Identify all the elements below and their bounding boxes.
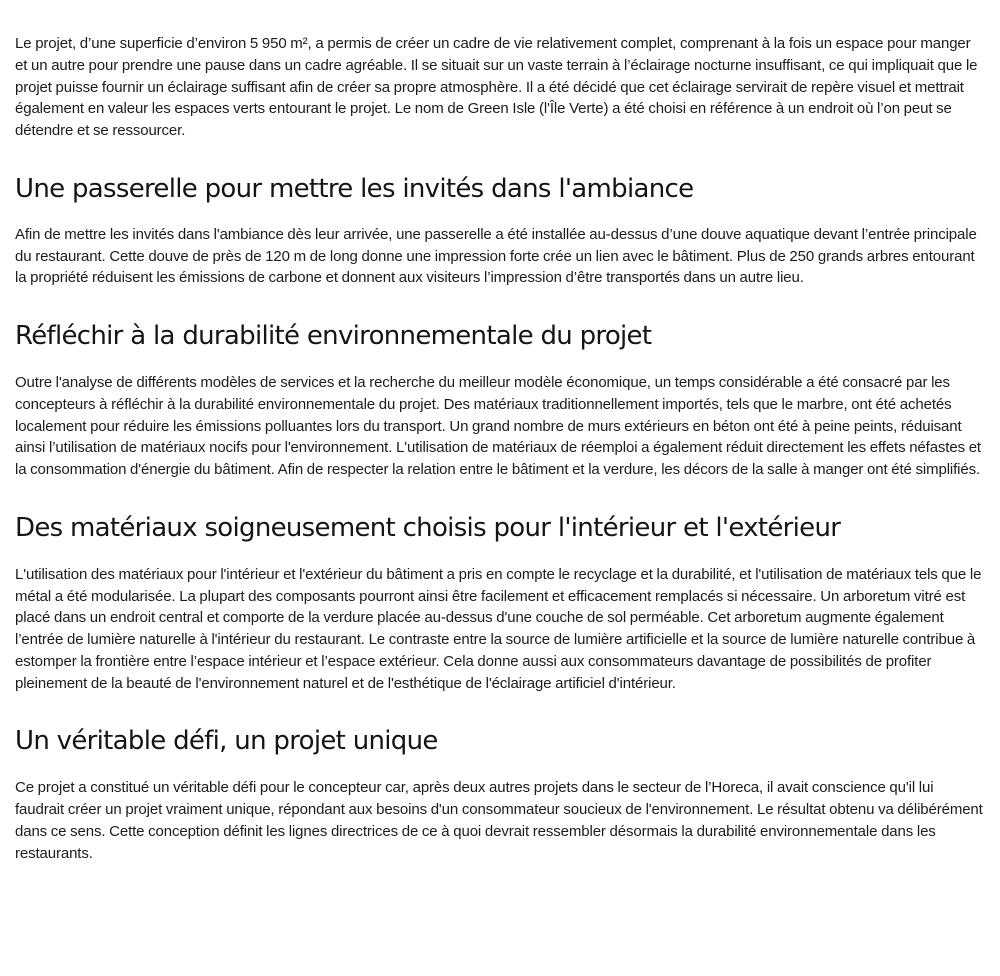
section-paragraph: Afin de mettre les invités dans l'ambiance dès leur arrivée, une passerelle a été installée au-dessus d’une douve aquatique devant l’entrée principale du restaurant. Cette douve de près de 120 m de long donne une impression forte crée un lien avec le bâtiment. Plus de 250 grands arbres entourant la propriété réduisent les émissions de carbone et donnent aux visiteurs l’impression d’être transportés dans un autre lieu. (15, 225, 977, 287)
section-materiaux (15, 512, 985, 695)
section-paragraph: L'utilisation des matériaux pour l'intérieur et l'extérieur du bâtiment a pris en compte le recyclage et la durabilité, et l'utilisation de matériaux tels que le métal a été modularisée. La plupart des composants pourront ainsi être facilement et efficacement remplacés si nécessaire. Un arboretum vitré est placé dans un endroit central et comporte de la verdure placée au-dessus d'une couche de sol perméable. Cet arboretum augmente également l’entrée de lumière naturelle à l'intérieur du restaurant. Le contraste entre la source de lumière artificielle et la source de lumière naturelle contribue à estomper la frontière entre l’espace intérieur et l’espace extérieur. Cela donne aussi aux consommateurs davantage de possibilités de profiter pleinement de la beauté de l'environnement naturel et de l'esthétique de l'éclairage artificiel d'intérieur. (15, 565, 982, 692)
section-paragraph: Outre l'analyse de différents modèles de services et la recherche du meilleur modèle économique, un temps considérable a été consacré par les concepteurs à réfléchir à la durabilité environnementale du projet. Des matériaux traditionnellement importés, tels que le marbre, ont été achetés localement pour réduire les émissions polluantes lors du transport. Un grand nombre de murs extérieurs en béton ont été à peine peints, réduisant ainsi l’utilisation de matériaux nocifs pour l'environnement. L'utilisation de matériaux de réemploi a également réduit directement les effets néfastes et la consommation d'énergie du bâtiment. Afin de respecter la relation entre le bâtiment et la verdure, les décors de la salle à manger ont été simplifiés. (15, 374, 981, 478)
intro-paragraph: Le projet, d’une superficie d’environ 5 950 m², a permis de créer un cadre de vie relativement complet, comprenant à la fois un espace pour manger et un autre pour prendre une pause dans un cadre agréable. Il se situait sur un vaste terrain à l’éclairage nocturne insuffisant, ce qui impliquait que le projet puisse fournir un éclairage suffisant afin de créer sa propre atmosphère. Il a été décidé que cet éclairage servirait de repère visuel et mettrait également en valeur les espaces verts entourant le projet. Le nom de Green Isle (l'Île Verte) a été choisi en référence à un endroit où l’on peut se détendre et se ressourcer. (15, 35, 978, 139)
section-paragraph: Ce projet a constitué un véritable défi pour le concepteur car, après deux autres projets dans le secteur de l’Horeca, il avait conscience qu'il lui faudrait créer un projet vraiment unique, répondant aux besoins d'un consommateur soucieux de l'environnement. Le résultat obtenu va délibérément dans ce sens. Cette conception définit les lignes directrices de ce à quoi devrait ressembler désormais la durabilité environnementale dans les restaurants. (15, 779, 983, 862)
section-durabilite (15, 320, 985, 481)
section-passerelle (15, 173, 985, 289)
section-heading: Un véritable défi, un projet unique (15, 726, 438, 757)
section-heading: Une passerelle pour mettre les invités dans l'ambiance (15, 173, 694, 204)
section-heading: Réfléchir à la durabilité environnementale du projet (15, 321, 652, 351)
section-defi (15, 725, 985, 864)
section-heading: Des matériaux soigneusement choisis pour l'intérieur et l'extérieur (15, 512, 841, 543)
